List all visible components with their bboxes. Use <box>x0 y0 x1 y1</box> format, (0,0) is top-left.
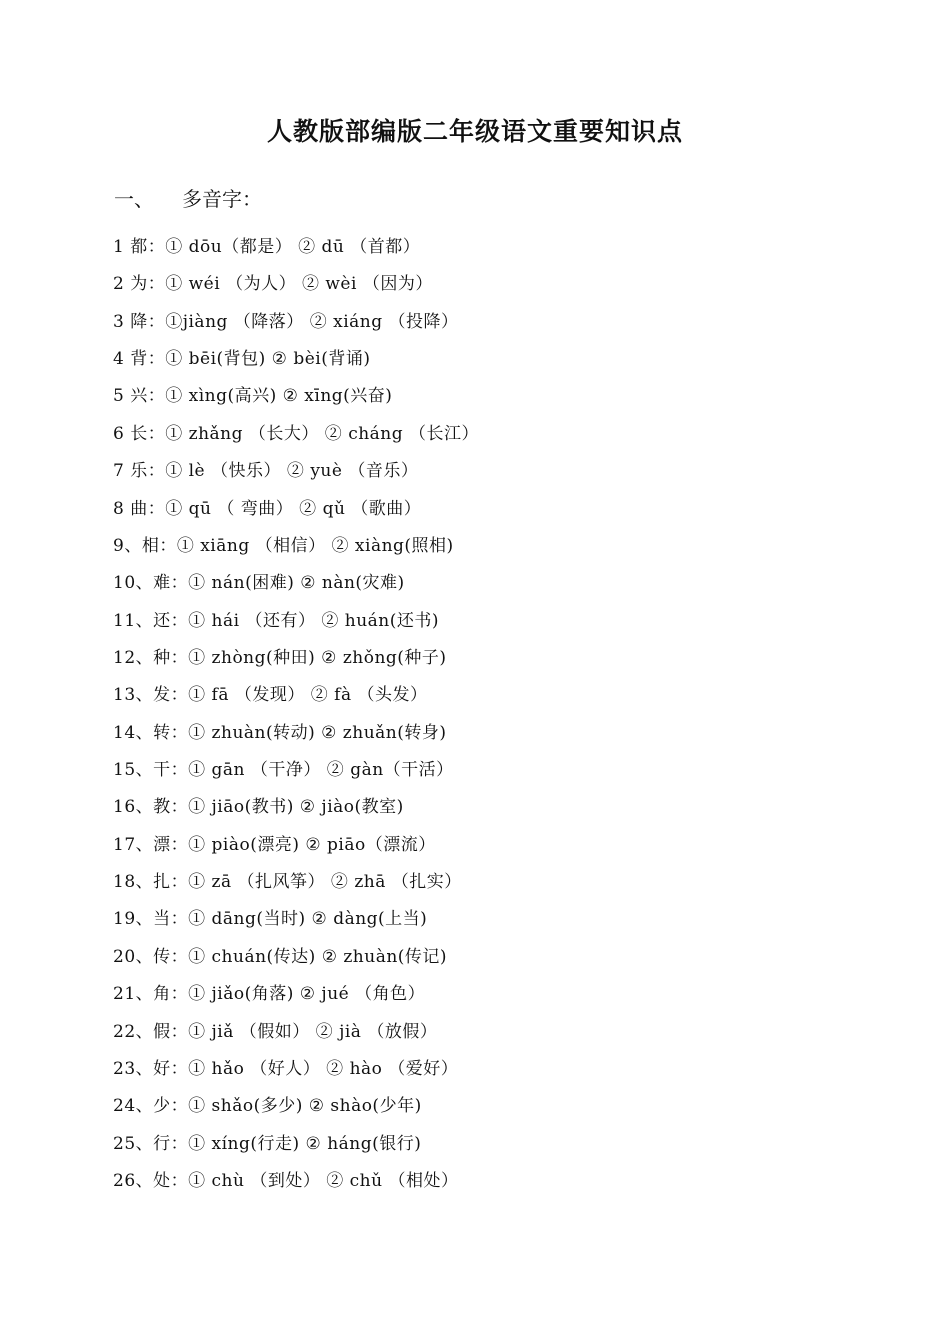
section-title: 多音字： <box>182 187 262 211</box>
list-item: 15、干：① gān （干净） ② gàn（干活） <box>113 760 454 781</box>
list-item: 19、当：① dāng(当时) ② dàng(上当) <box>113 909 428 930</box>
document-title: 人教版部编版二年级语文重要知识点 <box>266 117 683 146</box>
section-number: 一、 <box>114 187 154 211</box>
list-item: 5 兴：① xìng(高兴) ② xīng(兴奋) <box>113 386 393 407</box>
list-item: 20、传：① chuán(传达) ② zhuàn(传记) <box>113 946 448 967</box>
list-item: 22、假：① jiǎ （假如） ② jià （放假） <box>113 1021 438 1042</box>
list-item: 8 曲：① qū （ 弯曲） ② qǔ （歌曲） <box>113 498 422 519</box>
list-item: 23、好：① hǎo （好人） ② hào （爱好） <box>113 1058 459 1079</box>
polyphone-list <box>113 232 479 1203</box>
list-item: 2 为：① wéi （为人） ② wèi （因为） <box>113 274 433 295</box>
list-item: 25、行：① xíng(行走) ② háng(银行) <box>113 1133 422 1154</box>
list-item: 14、转：① zhuàn(转动) ② zhuǎn(转身) <box>113 722 447 743</box>
list-item: 24、少：① shǎo(多少) ② shào(少年) <box>113 1096 422 1117</box>
list-item: 21、角：① jiǎo(角落) ② jué （角色） <box>113 984 426 1005</box>
list-item: 18、扎：① zā （扎风筝） ② zhā （扎实） <box>113 872 462 893</box>
list-item: 10、难：① nán(困难) ② nàn(灾难) <box>113 573 405 594</box>
list-item: 4 背：① bēi(背包) ② bèi(背诵) <box>113 349 371 370</box>
list-item: 16、教：① jiāo(教书) ② jiào(教室) <box>113 797 404 818</box>
list-item: 13、发：① fā （发现） ② fà （头发） <box>113 685 428 706</box>
list-item: 1 都：① dōu（都是） ② dū （首都） <box>113 237 421 257</box>
section-heading <box>114 183 262 212</box>
list-item: 12、种：① zhòng(种田) ② zhǒng(种子) <box>113 647 447 668</box>
list-item: 26、处：① chù （到处） ② chǔ （相处） <box>113 1170 459 1191</box>
list-item: 7 乐：① lè （快乐） ② yuè （音乐） <box>113 461 419 482</box>
list-item: 17、漂：① piào(漂亮) ② piāo（漂流） <box>113 834 436 855</box>
list-item: 6 长：① zhǎng （长大） ② cháng （长江） <box>113 423 480 444</box>
list-item: 3 降：①jiàng （降落） ② xiáng （投降） <box>113 311 459 332</box>
list-item: 9、相：① xiāng （相信） ② xiàng(照相) <box>113 535 454 556</box>
list-item: 11、还：① hái （还有） ② huán(还书) <box>113 610 440 631</box>
